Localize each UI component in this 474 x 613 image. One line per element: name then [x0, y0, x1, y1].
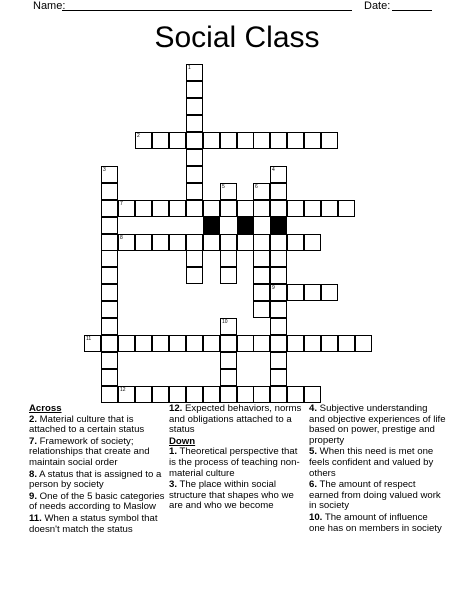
clue-number: 7.: [29, 435, 38, 447]
cell-number: 6: [255, 184, 258, 190]
across-clue-2: [29, 415, 166, 436]
crossword-cell[interactable]: [220, 352, 237, 369]
clue-text: When a status symbol that doesn't match the status: [29, 512, 158, 535]
clue-text: The amount of influence one has on members in society: [309, 511, 442, 534]
crossword-cell[interactable]: [287, 284, 304, 301]
crossword-cell[interactable]: [186, 250, 203, 267]
down-clue-3: [169, 480, 306, 512]
crossword-cell[interactable]: [253, 301, 270, 318]
crossword-cell[interactable]: [101, 352, 118, 369]
crossword-cell[interactable]: [186, 81, 203, 98]
crossword-cell[interactable]: [237, 386, 254, 403]
crossword-cell[interactable]: [152, 234, 169, 251]
clues-column-1: [29, 404, 166, 536]
crossword-cell[interactable]: [101, 234, 118, 251]
crossword-cell[interactable]: [304, 132, 321, 149]
clue-text: Framework of society; relationships that create and maintain social order: [29, 435, 150, 468]
crossword-cell[interactable]: [186, 200, 203, 217]
crossword-cell[interactable]: [169, 335, 186, 352]
crossword-cell[interactable]: [135, 132, 152, 149]
date-label: Date:: [364, 0, 391, 12]
crossword-cell[interactable]: [101, 335, 118, 352]
crossword-cell[interactable]: [270, 284, 287, 301]
crossword-cell[interactable]: [101, 386, 118, 403]
crossword-cell[interactable]: [203, 234, 220, 251]
down-clue-6: [309, 480, 446, 512]
crossword-cell[interactable]: [186, 335, 203, 352]
crossword-cell[interactable]: [220, 183, 237, 200]
crossword-cell[interactable]: [203, 335, 220, 352]
clue-number: 9.: [29, 490, 38, 502]
crossword-cell[interactable]: [253, 183, 270, 200]
crossword-cell[interactable]: [101, 183, 118, 200]
crossword-cell[interactable]: [270, 250, 287, 267]
crossword-cell[interactable]: [253, 267, 270, 284]
crossword-cell[interactable]: [220, 250, 237, 267]
cell-number: 8: [120, 235, 123, 241]
crossword-cell[interactable]: [287, 386, 304, 403]
down-clue-10: [309, 513, 446, 534]
crossword-cell[interactable]: [253, 386, 270, 403]
crossword-cell[interactable]: [253, 200, 270, 217]
clue-number: 5.: [309, 446, 318, 458]
clue-text: Material culture that is attached to a certain status: [29, 413, 145, 436]
cell-number: 1: [188, 65, 191, 71]
crossword-cell[interactable]: [118, 234, 135, 251]
clue-text: Theoretical perspective that is the process of teaching non-material culture: [169, 446, 300, 479]
crossword-cell[interactable]: [270, 132, 287, 149]
clue-number: 4.: [309, 403, 318, 414]
crossword-cell[interactable]: [270, 386, 287, 403]
crossword-cell[interactable]: [101, 284, 118, 301]
clue-text: Subjective understanding and objective experiences of life based on power, prestige and property: [309, 403, 446, 446]
crossword-cell[interactable]: [186, 149, 203, 166]
crossword-cell[interactable]: [169, 132, 186, 149]
crossword-cell[interactable]: [253, 132, 270, 149]
cell-number: 2: [137, 133, 140, 139]
cell-number: 5: [222, 184, 225, 190]
crossword-cell[interactable]: [203, 200, 220, 217]
crossword-cell[interactable]: [118, 200, 135, 217]
crossword-cell[interactable]: [321, 284, 338, 301]
across-clue-8: [29, 470, 166, 491]
clue-number: 11.: [29, 512, 42, 524]
crossword-cell[interactable]: [152, 335, 169, 352]
crossword-cell[interactable]: [135, 200, 152, 217]
clue-text: When this need is met one feels confident and valued by others: [309, 446, 434, 479]
crossword-cell[interactable]: [220, 335, 237, 352]
crossword-cell[interactable]: [220, 318, 237, 335]
clues-section: [0, 404, 474, 610]
crossword-cell[interactable]: [304, 284, 321, 301]
clue-number: 3.: [169, 479, 178, 491]
clues-column-3: [309, 404, 446, 535]
crossword-cell[interactable]: [169, 234, 186, 251]
crossword-cell[interactable]: [287, 234, 304, 251]
crossword-cell[interactable]: [186, 386, 203, 403]
crossword-cell[interactable]: [304, 386, 321, 403]
crossword-cell[interactable]: [270, 267, 287, 284]
crossword-cell[interactable]: [270, 335, 287, 352]
crossword-cell[interactable]: [186, 98, 203, 115]
crossword-cell[interactable]: [270, 318, 287, 335]
cell-number: 7: [120, 201, 123, 207]
crossword-cell[interactable]: [304, 234, 321, 251]
crossword-cell[interactable]: [287, 132, 304, 149]
down-clue-4: [309, 404, 446, 446]
crossword-cell[interactable]: [237, 200, 254, 217]
cell-number: 4: [272, 167, 275, 173]
crossword-cell[interactable]: [152, 386, 169, 403]
crossword-cell[interactable]: [304, 200, 321, 217]
crossword-cell[interactable]: [186, 132, 203, 149]
crossword-cell[interactable]: [321, 335, 338, 352]
crossword-cell[interactable]: [135, 234, 152, 251]
clue-text: A status that is assigned to a person by society: [29, 468, 162, 491]
clue-text: One of the 5 basic categories of needs according to Maslow: [29, 490, 165, 513]
clue-number: 10.: [309, 511, 323, 523]
black-square: [270, 217, 287, 234]
crossword-cell[interactable]: [287, 200, 304, 217]
crossword-cell[interactable]: [270, 301, 287, 318]
crossword-cell[interactable]: [304, 335, 321, 352]
crossword-cell[interactable]: [152, 200, 169, 217]
crossword-cell[interactable]: [101, 301, 118, 318]
clue-number: 6.: [309, 479, 318, 491]
crossword-cell[interactable]: [253, 250, 270, 267]
crossword-cell[interactable]: [203, 386, 220, 403]
clue-text: The amount of respect earned from doing valued work in society: [309, 479, 441, 512]
crossword-cell[interactable]: [270, 183, 287, 200]
crossword-cell[interactable]: [169, 200, 186, 217]
crossword-cell[interactable]: [270, 369, 287, 386]
crossword-cell[interactable]: [186, 64, 203, 81]
crossword-cell[interactable]: [270, 234, 287, 251]
crossword-cell[interactable]: [253, 335, 270, 352]
across-clue-11: [29, 514, 166, 535]
cell-number: 12: [120, 387, 126, 393]
crossword-cell[interactable]: [220, 234, 237, 251]
crossword-cell[interactable]: [270, 200, 287, 217]
crossword-cell[interactable]: [237, 335, 254, 352]
crossword-cell[interactable]: [338, 335, 355, 352]
crossword-cell[interactable]: [84, 335, 101, 352]
crossword-cell[interactable]: [169, 386, 186, 403]
crossword-cell[interactable]: [338, 200, 355, 217]
clue-number: 1.: [169, 446, 178, 458]
crossword-cell[interactable]: [220, 200, 237, 217]
crossword-cell[interactable]: [270, 352, 287, 369]
crossword-cell[interactable]: [135, 335, 152, 352]
across-clue-12: [169, 404, 306, 436]
across-heading: Across: [29, 403, 62, 414]
crossword-cell[interactable]: [220, 132, 237, 149]
crossword-cell[interactable]: [220, 267, 237, 284]
cell-number: 11: [86, 336, 92, 342]
crossword-cell[interactable]: [287, 335, 304, 352]
clue-number: 8.: [29, 468, 38, 480]
clue-text: Expected behaviors, norms and obligations attached to a status: [169, 403, 302, 436]
clue-number: 12.: [169, 403, 183, 414]
crossword-cell[interactable]: [101, 318, 118, 335]
crossword-cell[interactable]: [253, 234, 270, 251]
clue-text: The place within social structure that shapes who we are and who we become: [169, 479, 294, 512]
crossword-cell[interactable]: [237, 132, 254, 149]
clues-column-2: [169, 404, 306, 513]
crossword-cell[interactable]: [186, 267, 203, 284]
across-clue-9: [29, 492, 166, 513]
crossword-cell[interactable]: [355, 335, 372, 352]
crossword-cell[interactable]: [220, 386, 237, 403]
crossword-cell[interactable]: [270, 166, 287, 183]
crossword-cell[interactable]: [152, 132, 169, 149]
crossword-cell[interactable]: [186, 166, 203, 183]
cell-number: 10: [222, 319, 228, 325]
crossword-cell[interactable]: [237, 234, 254, 251]
black-square: [203, 217, 220, 234]
down-heading: Down: [169, 435, 196, 447]
page-title: Social Class: [154, 21, 320, 54]
down-clue-1: [169, 447, 306, 479]
clue-number: 2.: [29, 413, 38, 425]
crossword-cell[interactable]: [101, 369, 118, 386]
crossword-cell[interactable]: [253, 284, 270, 301]
crossword-cell[interactable]: [101, 250, 118, 267]
black-square: [237, 217, 254, 234]
crossword-cell[interactable]: [186, 115, 203, 132]
crossword-cell[interactable]: [321, 200, 338, 217]
crossword-cell[interactable]: [186, 234, 203, 251]
crossword-cell[interactable]: [220, 369, 237, 386]
crossword-cell[interactable]: [203, 132, 220, 149]
crossword-cell[interactable]: [321, 132, 338, 149]
cell-number: 9: [272, 285, 275, 291]
crossword-cell[interactable]: [101, 217, 118, 234]
down-clue-5: [309, 447, 446, 479]
crossword-cell[interactable]: [118, 386, 135, 403]
crossword-cell[interactable]: [101, 166, 118, 183]
crossword-cell[interactable]: [101, 267, 118, 284]
crossword-cell[interactable]: [101, 200, 118, 217]
name-label: Name:: [33, 0, 66, 12]
crossword-cell[interactable]: [186, 183, 203, 200]
cell-number: 3: [103, 167, 106, 173]
crossword-cell[interactable]: [118, 335, 135, 352]
across-clue-7: [29, 437, 166, 469]
crossword-cell[interactable]: [135, 386, 152, 403]
